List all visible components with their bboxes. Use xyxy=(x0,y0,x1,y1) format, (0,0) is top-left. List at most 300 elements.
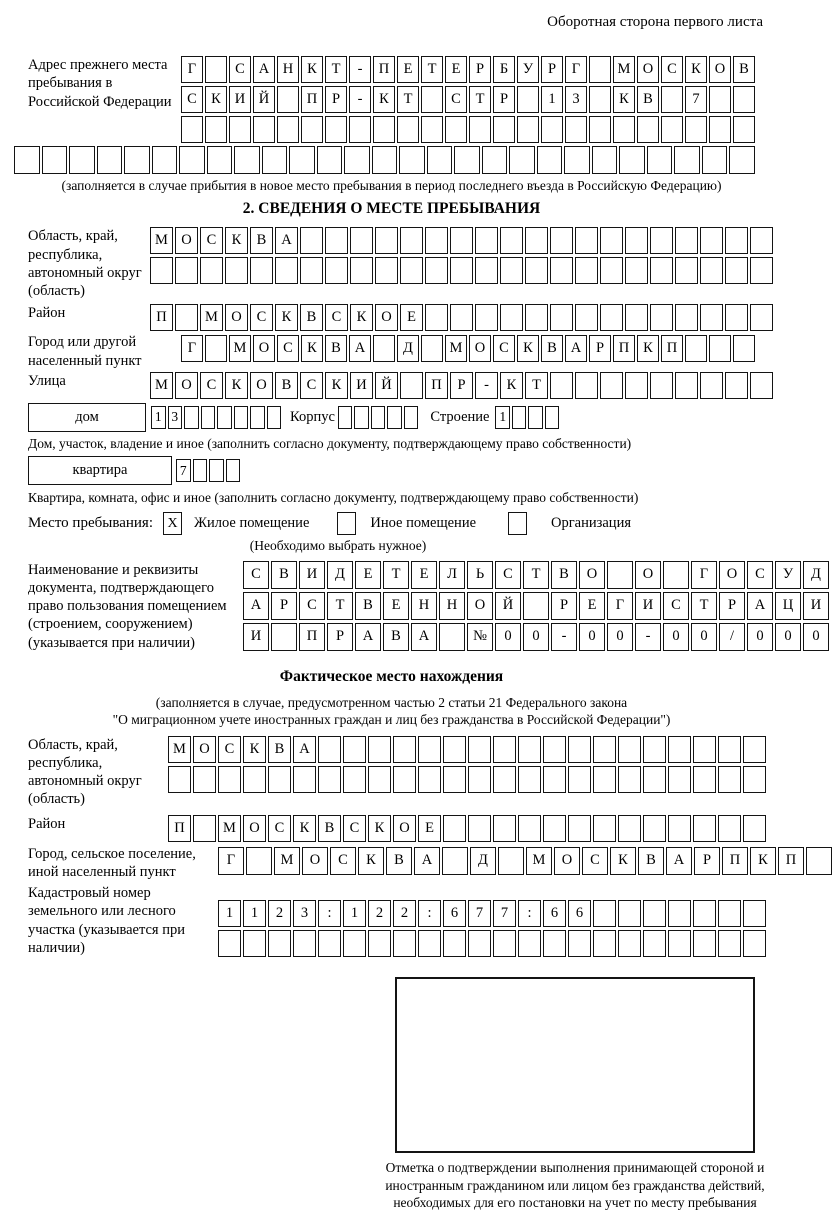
char-cell xyxy=(425,227,448,254)
char-cell: О xyxy=(554,847,580,875)
char-cell xyxy=(193,815,216,842)
char-cell: Г xyxy=(565,56,587,83)
char-cell: - xyxy=(635,623,661,651)
char-cell: О xyxy=(193,736,216,763)
char-cell xyxy=(500,304,523,331)
char-cell: О xyxy=(175,227,198,254)
char-cell xyxy=(568,766,591,793)
char-cell: В xyxy=(275,372,298,399)
char-cell: С xyxy=(445,86,467,113)
char-cell: Т xyxy=(397,86,419,113)
apartment-box xyxy=(28,456,172,485)
char-cell xyxy=(668,736,691,763)
char-cell: Г xyxy=(607,592,633,620)
char-cell xyxy=(619,146,645,174)
field-document-line1[interactable] xyxy=(243,561,829,589)
char-cell xyxy=(625,227,648,254)
char-cell: К xyxy=(517,335,539,362)
house-row xyxy=(28,403,755,432)
char-cell: П xyxy=(168,815,191,842)
char-cell xyxy=(234,146,260,174)
char-cell xyxy=(468,815,491,842)
char-cell xyxy=(593,815,616,842)
field-prev-address-line3[interactable] xyxy=(181,116,755,143)
char-cell: 7 xyxy=(176,459,191,482)
house-box xyxy=(28,403,146,432)
char-cell xyxy=(343,930,366,957)
char-cell xyxy=(509,146,535,174)
char-cell xyxy=(418,930,441,957)
char-cell xyxy=(421,86,443,113)
char-cell: П xyxy=(150,304,173,331)
house-caption: Дом, участок, владение и иное (заполнить согласно документу, подтверждающему право собственности) xyxy=(28,435,632,451)
char-cell xyxy=(301,116,323,143)
char-cell: 1 xyxy=(151,406,166,429)
char-cell xyxy=(525,304,548,331)
char-cell xyxy=(393,930,416,957)
char-cell: Р xyxy=(469,56,491,83)
char-cell: В xyxy=(268,736,291,763)
char-cell xyxy=(725,227,748,254)
char-cell xyxy=(650,372,673,399)
char-cell: Р xyxy=(589,335,611,362)
char-cell: Л xyxy=(439,561,465,589)
char-cell: К xyxy=(373,86,395,113)
char-cell: Й xyxy=(253,86,275,113)
char-cell xyxy=(685,335,707,362)
char-cell xyxy=(243,766,266,793)
char-cell xyxy=(421,335,443,362)
char-cell xyxy=(343,736,366,763)
char-cell: О xyxy=(709,56,731,83)
char-cell xyxy=(607,561,633,589)
char-cell xyxy=(475,304,498,331)
char-cell xyxy=(175,257,198,284)
char-cell: М xyxy=(168,736,191,763)
char-cell xyxy=(418,736,441,763)
char-cell: О xyxy=(635,561,661,589)
char-cell xyxy=(475,227,498,254)
char-cell xyxy=(500,257,523,284)
char-cell xyxy=(234,406,249,429)
char-cell xyxy=(647,146,673,174)
char-cell xyxy=(277,86,299,113)
char-cell: 1 xyxy=(243,900,266,927)
char-cell: О xyxy=(579,561,605,589)
char-cell xyxy=(589,56,611,83)
char-cell xyxy=(661,86,683,113)
char-cell xyxy=(685,116,707,143)
stay-type-row xyxy=(28,512,755,535)
char-cell xyxy=(243,930,266,957)
char-cell: И xyxy=(299,561,325,589)
char-cell xyxy=(725,257,748,284)
char-cell: / xyxy=(719,623,745,651)
char-cell xyxy=(650,227,673,254)
char-cell: К xyxy=(637,335,659,362)
char-cell xyxy=(528,406,543,429)
char-cell xyxy=(400,227,423,254)
char-cell: М xyxy=(445,335,467,362)
char-cell xyxy=(371,406,386,429)
char-cell xyxy=(97,146,123,174)
char-cell: Е xyxy=(579,592,605,620)
char-cell xyxy=(568,736,591,763)
char-cell xyxy=(372,146,398,174)
char-cell: Т xyxy=(691,592,717,620)
char-cell xyxy=(275,257,298,284)
stamp-area xyxy=(395,977,755,1153)
char-cell: А xyxy=(349,335,371,362)
korpus-label: Корпус xyxy=(290,408,335,425)
char-cell: К xyxy=(500,372,523,399)
char-cell: К xyxy=(750,847,776,875)
char-cell: : xyxy=(318,900,341,927)
char-cell: К xyxy=(613,86,635,113)
char-cell xyxy=(650,304,673,331)
field-actual-district[interactable] xyxy=(168,815,766,842)
char-cell: - xyxy=(475,372,498,399)
char-cell xyxy=(443,815,466,842)
char-cell xyxy=(743,815,766,842)
char-cell xyxy=(575,257,598,284)
actual-district-block xyxy=(28,815,755,842)
char-cell xyxy=(550,304,573,331)
char-cell xyxy=(750,227,773,254)
char-cell: О xyxy=(225,304,248,331)
char-cell xyxy=(600,304,623,331)
char-cell: В xyxy=(733,56,755,83)
char-cell xyxy=(709,86,731,113)
char-cell xyxy=(600,227,623,254)
char-cell: С xyxy=(250,304,273,331)
city-block xyxy=(28,333,755,370)
char-cell: 1 xyxy=(541,86,563,113)
char-cell xyxy=(399,146,425,174)
char-cell xyxy=(564,146,590,174)
char-cell xyxy=(246,847,272,875)
char-cell xyxy=(201,406,216,429)
char-cell: Р xyxy=(325,86,347,113)
prev-address-block xyxy=(28,56,755,143)
char-cell xyxy=(593,930,616,957)
prev-address-caption: (заполняется в случае прибытия в новое место пребывания в период последнего въезда в Российскую Федерацию) xyxy=(61,178,722,193)
char-cell xyxy=(193,459,208,482)
char-cell xyxy=(593,766,616,793)
char-cell: И xyxy=(350,372,373,399)
char-cell xyxy=(338,406,353,429)
option-zhiloe-label: Жилое помещение xyxy=(194,515,310,532)
char-cell xyxy=(368,766,391,793)
char-cell: С xyxy=(747,561,773,589)
char-cell xyxy=(618,815,641,842)
char-cell xyxy=(709,116,731,143)
char-cell: А xyxy=(243,592,269,620)
char-cell xyxy=(700,227,723,254)
stroenie-label: Строение xyxy=(430,408,490,425)
apartment-box-label: квартира xyxy=(72,462,128,479)
char-cell xyxy=(325,116,347,143)
field-document-line3[interactable] xyxy=(243,623,829,651)
char-cell: 0 xyxy=(663,623,689,651)
char-cell: О xyxy=(467,592,493,620)
char-cell: П xyxy=(373,56,395,83)
char-cell: - xyxy=(551,623,577,651)
char-cell xyxy=(318,766,341,793)
char-cell: 6 xyxy=(568,900,591,927)
char-cell xyxy=(589,116,611,143)
char-cell xyxy=(565,116,587,143)
char-cell xyxy=(393,766,416,793)
char-cell xyxy=(354,406,369,429)
char-cell xyxy=(718,900,741,927)
char-cell: П xyxy=(778,847,804,875)
field-prev-address-line1[interactable] xyxy=(181,56,755,83)
field-korpus[interactable] xyxy=(338,406,419,429)
char-cell: С xyxy=(663,592,689,620)
char-cell xyxy=(550,372,573,399)
char-cell: Е xyxy=(418,815,441,842)
district-block xyxy=(28,304,755,331)
char-cell: В xyxy=(325,335,347,362)
char-cell xyxy=(469,116,491,143)
char-cell xyxy=(600,372,623,399)
char-cell xyxy=(450,227,473,254)
char-cell: В xyxy=(300,304,323,331)
char-cell xyxy=(541,116,563,143)
stay-type-note: (Необходимо выбрать нужное) xyxy=(249,538,427,554)
char-cell: В xyxy=(271,561,297,589)
char-cell: С xyxy=(343,815,366,842)
char-cell: В xyxy=(637,86,659,113)
char-cell xyxy=(518,736,541,763)
char-cell: 2 xyxy=(268,900,291,927)
char-cell: У xyxy=(775,561,801,589)
char-cell xyxy=(543,766,566,793)
field-actual-city[interactable] xyxy=(218,847,832,875)
char-cell: С xyxy=(277,335,299,362)
char-cell: К xyxy=(350,304,373,331)
field-prev-address-line2[interactable] xyxy=(181,86,755,113)
char-cell xyxy=(400,257,423,284)
field-district[interactable] xyxy=(150,304,773,331)
actual-location-title: Фактическое место нахождения xyxy=(279,667,504,685)
char-cell xyxy=(69,146,95,174)
char-cell xyxy=(675,257,698,284)
checkbox-organizaciya[interactable] xyxy=(508,512,527,535)
field-actual-region-line1[interactable] xyxy=(168,736,766,763)
field-document-line2[interactable] xyxy=(243,592,829,620)
char-cell xyxy=(443,766,466,793)
char-cell: Г xyxy=(181,335,203,362)
char-cell xyxy=(637,116,659,143)
char-cell xyxy=(709,335,731,362)
char-cell: Й xyxy=(375,372,398,399)
char-cell: О xyxy=(719,561,745,589)
char-cell: 7 xyxy=(493,900,516,927)
char-cell: Д xyxy=(397,335,419,362)
char-cell xyxy=(625,257,648,284)
char-cell: А xyxy=(275,227,298,254)
char-cell xyxy=(271,623,297,651)
field-street[interactable] xyxy=(150,372,773,399)
field-prev-address-line4[interactable] xyxy=(14,146,755,174)
char-cell: П xyxy=(613,335,635,362)
char-cell xyxy=(397,116,419,143)
char-cell: Ц xyxy=(775,592,801,620)
char-cell xyxy=(179,146,205,174)
char-cell xyxy=(518,930,541,957)
char-cell: 7 xyxy=(468,900,491,927)
char-cell xyxy=(743,900,766,927)
char-cell xyxy=(450,304,473,331)
char-cell xyxy=(643,766,666,793)
char-cell: С xyxy=(495,561,521,589)
char-cell xyxy=(350,227,373,254)
street-block xyxy=(28,372,755,399)
char-cell: И xyxy=(243,623,269,651)
char-cell xyxy=(650,257,673,284)
field-apartment-number[interactable] xyxy=(176,459,240,482)
field-actual-region-line2[interactable] xyxy=(168,766,766,793)
char-cell xyxy=(593,736,616,763)
char-cell: 2 xyxy=(393,900,416,927)
char-cell: Т xyxy=(421,56,443,83)
char-cell xyxy=(277,116,299,143)
char-cell: С xyxy=(200,372,223,399)
char-cell xyxy=(393,736,416,763)
char-cell xyxy=(663,561,689,589)
char-cell xyxy=(300,227,323,254)
char-cell: К xyxy=(368,815,391,842)
char-cell xyxy=(293,930,316,957)
field-region-line1[interactable] xyxy=(150,227,773,254)
char-cell xyxy=(373,116,395,143)
char-cell xyxy=(518,815,541,842)
char-cell: К xyxy=(610,847,636,875)
char-cell xyxy=(253,116,275,143)
char-cell xyxy=(592,146,618,174)
char-cell xyxy=(750,304,773,331)
char-cell xyxy=(525,257,548,284)
char-cell: 0 xyxy=(607,623,633,651)
char-cell: 1 xyxy=(495,406,510,429)
char-cell xyxy=(229,116,251,143)
char-cell: Г xyxy=(181,56,203,83)
char-cell xyxy=(618,736,641,763)
char-cell xyxy=(368,736,391,763)
actual-city-block xyxy=(28,845,797,882)
char-cell: 0 xyxy=(523,623,549,651)
option-organizaciya-label: Организация xyxy=(551,515,631,532)
char-cell xyxy=(184,406,199,429)
char-cell: 0 xyxy=(775,623,801,651)
char-cell xyxy=(152,146,178,174)
char-cell: П xyxy=(299,623,325,651)
field-region-line2[interactable] xyxy=(150,257,773,284)
char-cell xyxy=(168,766,191,793)
char-cell xyxy=(700,257,723,284)
char-cell xyxy=(450,257,473,284)
char-cell xyxy=(550,257,573,284)
char-cell: Т xyxy=(325,56,347,83)
field-city[interactable] xyxy=(181,335,755,362)
char-cell xyxy=(702,146,728,174)
actual-district-label: Район xyxy=(28,815,66,832)
char-cell xyxy=(300,257,323,284)
char-cell xyxy=(350,257,373,284)
char-cell xyxy=(262,146,288,174)
field-house-number[interactable] xyxy=(151,406,281,429)
char-cell: Е xyxy=(355,561,381,589)
checkbox-inoe[interactable] xyxy=(337,512,356,535)
char-cell: 0 xyxy=(495,623,521,651)
char-cell xyxy=(675,227,698,254)
section2-title: 2. СВЕДЕНИЯ О МЕСТЕ ПРЕБЫВАНИЯ xyxy=(242,200,541,218)
char-cell xyxy=(743,930,766,957)
char-cell: В xyxy=(541,335,563,362)
region-label: Область, край, республика, автономный округ (область) xyxy=(28,228,142,300)
char-cell: В xyxy=(551,561,577,589)
char-cell: С xyxy=(229,56,251,83)
char-cell xyxy=(618,766,641,793)
char-cell xyxy=(349,116,371,143)
char-cell: Д xyxy=(327,561,353,589)
char-cell: Б xyxy=(493,56,515,83)
field-cadastre-line2[interactable] xyxy=(218,930,766,957)
char-cell: В xyxy=(250,227,273,254)
char-cell xyxy=(421,116,443,143)
char-cell xyxy=(493,930,516,957)
checkbox-zhiloe[interactable]: X xyxy=(163,512,182,535)
char-cell xyxy=(317,146,343,174)
char-cell xyxy=(674,146,700,174)
char-cell xyxy=(700,304,723,331)
char-cell xyxy=(618,900,641,927)
char-cell: К xyxy=(358,847,384,875)
char-cell: С xyxy=(300,372,323,399)
char-cell: В xyxy=(355,592,381,620)
char-cell xyxy=(750,257,773,284)
char-cell: О xyxy=(302,847,328,875)
char-cell xyxy=(42,146,68,174)
char-cell: М xyxy=(150,372,173,399)
char-cell: К xyxy=(275,304,298,331)
char-cell: - xyxy=(349,86,371,113)
char-cell: Ь xyxy=(467,561,493,589)
char-cell xyxy=(575,304,598,331)
apartment-caption: Квартира, комната, офис и иное (заполнить согласно документу, подтверждающему право собственности) xyxy=(28,490,639,506)
field-stroenie[interactable] xyxy=(495,406,559,429)
char-cell xyxy=(400,372,423,399)
char-cell xyxy=(468,766,491,793)
char-cell: : xyxy=(518,900,541,927)
char-cell xyxy=(668,900,691,927)
char-cell xyxy=(200,257,223,284)
char-cell xyxy=(517,86,539,113)
char-cell xyxy=(518,766,541,793)
char-cell: И xyxy=(803,592,829,620)
char-cell: : xyxy=(418,900,441,927)
actual-location-caption1: (заполняется в случае, предусмотренном частью 2 статьи 21 Федерального закона xyxy=(155,694,628,710)
char-cell: С xyxy=(325,304,348,331)
char-cell: 3 xyxy=(168,406,183,429)
char-cell: В xyxy=(638,847,664,875)
char-cell xyxy=(193,766,216,793)
field-cadastre-line1[interactable] xyxy=(218,900,766,927)
char-cell xyxy=(404,406,419,429)
actual-region-label: Область, край, республика, автономный округ (область) xyxy=(28,736,142,808)
